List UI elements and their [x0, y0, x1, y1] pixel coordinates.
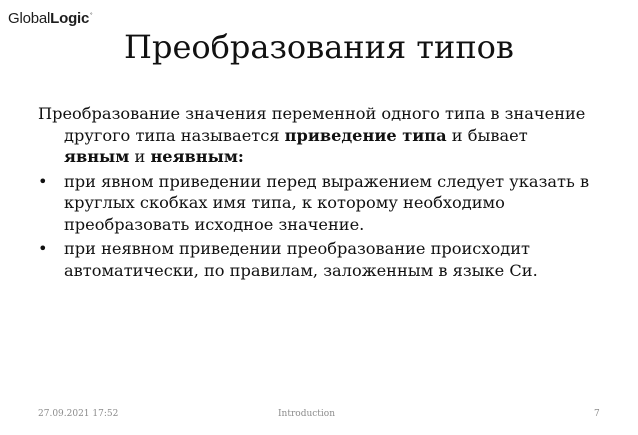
logo-text-global: Global: [8, 10, 51, 27]
bullet-text: при неявном приведении преобразование происходит автоматически, по правилам, заложенным в языке Си.: [64, 239, 538, 280]
globallogic-logo: [8, 10, 92, 27]
intro-text-2: и бывает: [446, 125, 528, 145]
logo-mark: °: [90, 13, 93, 19]
bullet-item-explicit: [38, 171, 593, 236]
intro-paragraph: [38, 103, 593, 168]
bullet-icon: •: [38, 239, 48, 258]
footer-section: Introduction: [278, 409, 335, 419]
bullet-text: при явном приведении перед выражением следует указать в круглых скобках имя типа, к которому необходимо преобразовать исходное значение.: [64, 171, 590, 234]
bullet-icon: •: [38, 171, 48, 191]
slide-title: Преобразования типов: [124, 28, 514, 66]
intro-text-3: и: [129, 147, 151, 166]
logo-text-logic: Logic: [50, 10, 90, 27]
term-type-cast: приведение типа: [284, 125, 447, 145]
page-number: 7: [594, 409, 600, 419]
term-explicit: явным: [64, 147, 130, 166]
bullet-item-implicit: [38, 238, 593, 281]
term-implicit: неявным:: [150, 147, 244, 166]
slide-body: [38, 103, 593, 281]
footer-date: 27.09.2021 17:52: [38, 409, 119, 419]
intro-text-1: Преобразование значения переменной одного типа в значение другого типа называется: [38, 104, 586, 145]
